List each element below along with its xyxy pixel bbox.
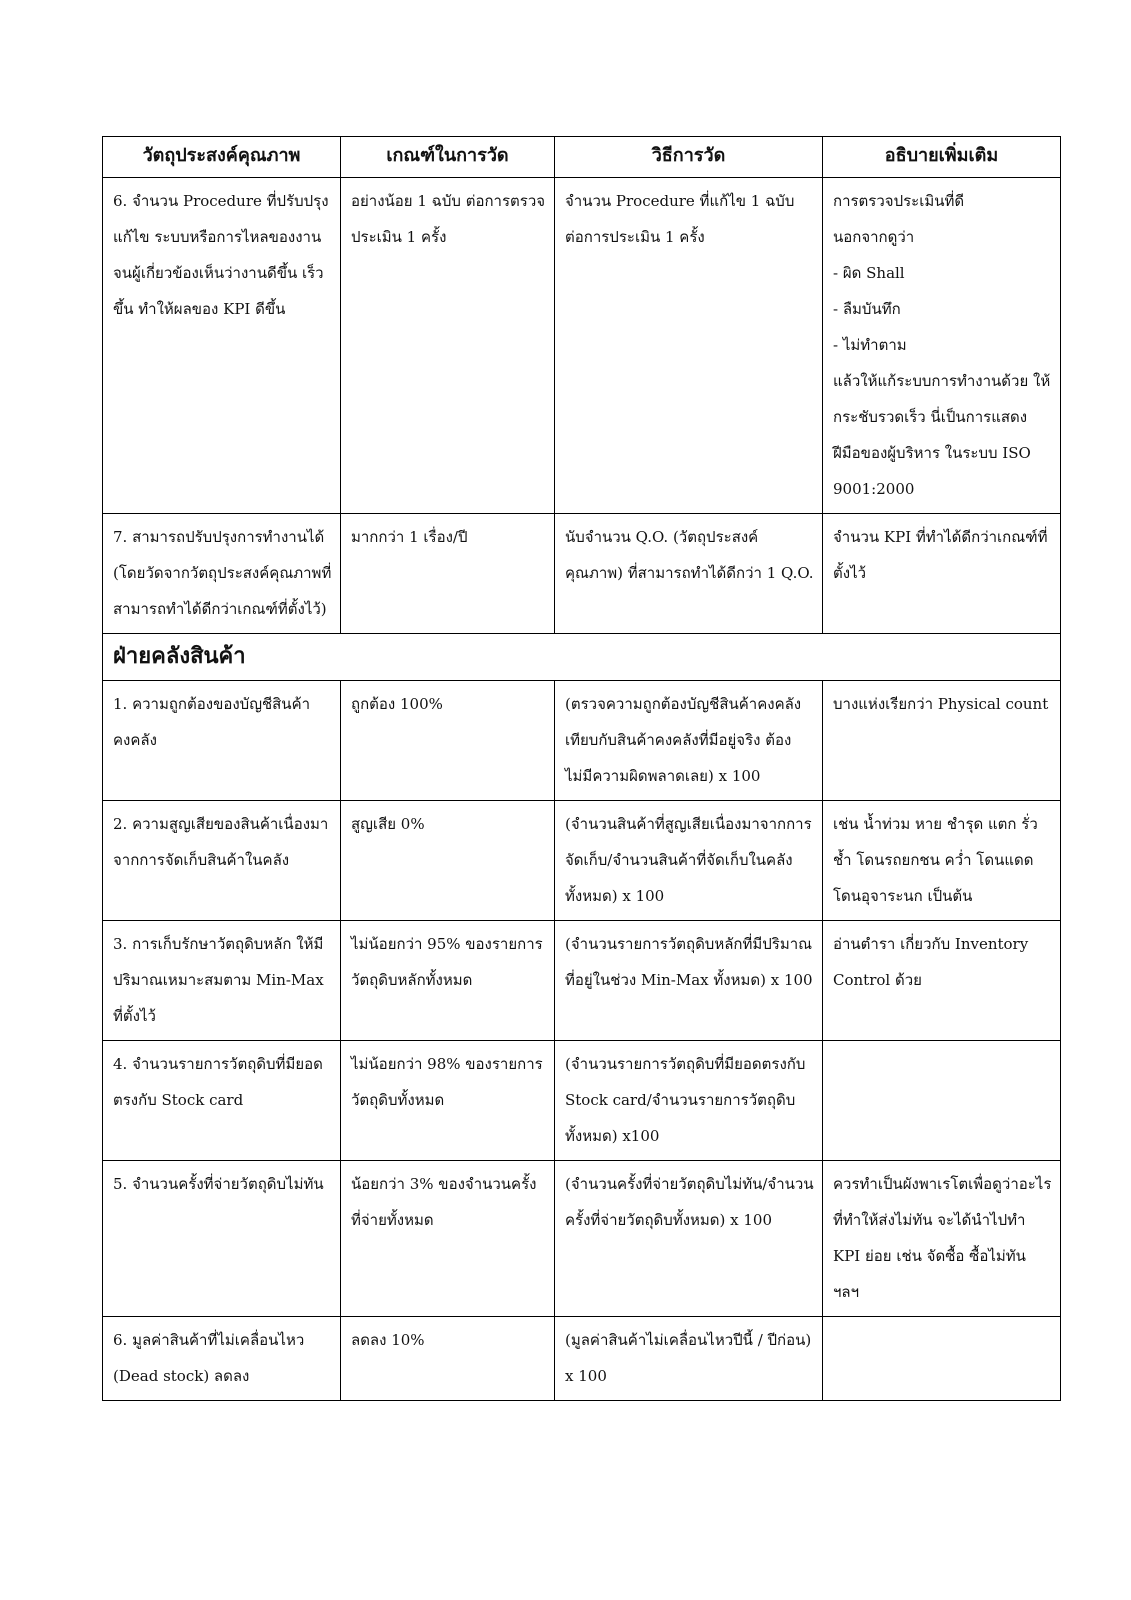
cell-criteria: น้อยกว่า 3% ของจำนวนครั้งที่จ่ายทั้งหมด (341, 1161, 555, 1317)
cell-objective: 2. ความสูญเสียของสินค้าเนื่องมาจากการจัดเก็บสินค้าในคลัง (103, 801, 341, 921)
cell-objective: 4. จำนวนรายการวัตถุดิบที่มียอดตรงกับ Stock card (103, 1041, 341, 1161)
table-row (103, 514, 1061, 634)
cell-criteria: อย่างน้อย 1 ฉบับ ต่อการตรวจประเมิน 1 ครั้ง (341, 178, 555, 514)
note-line: - ลืมบันทึก (833, 300, 901, 318)
cell-objective: 1. ความถูกต้องของบัญชีสินค้าคงคลัง (103, 681, 341, 801)
cell-method: (จำนวนครั้งที่จ่ายวัตถุดิบไม่ทัน/จำนวนครั้งที่จ่ายวัตถุดิบทั้งหมด) x 100 (555, 1161, 823, 1317)
cell-method: (จำนวนรายการวัตถุดิบหลักที่มีปริมาณที่อยู่ในช่วง Min-Max ทั้งหมด) x 100 (555, 921, 823, 1041)
table-row (103, 1041, 1061, 1161)
cell-method: จำนวน Procedure ที่แก้ไข 1 ฉบับ ต่อการประเมิน 1 ครั้ง (555, 178, 823, 514)
table-row (103, 801, 1061, 921)
cell-notes (823, 681, 1061, 801)
cell-objective: 7. สามารถปรับปรุงการทำงานได้ (โดยวัดจากวัตถุประสงค์คุณภาพที่สามารถทำได้ดีกว่าเกณฑ์ที่ตั้งไว้) (103, 514, 341, 634)
table-row (103, 178, 1061, 514)
cell-method: (มูลค่าสินค้าไม่เคลื่อนไหวปีนี้ / ปีก่อน) x 100 (555, 1317, 823, 1401)
cell-notes (823, 178, 1061, 514)
cell-notes (823, 1161, 1061, 1317)
table-row (103, 921, 1061, 1041)
cell-objective: 5. จำนวนครั้งที่จ่ายวัตถุดิบไม่ทัน (103, 1161, 341, 1317)
cell-objective: 6. จำนวน Procedure ที่ปรับปรุงแก้ไข ระบบหรือการไหลของงาน จนผู้เกี่ยวข้องเห็นว่างานดีขึ้น เร็วขึ้น ทำให้ผลของ KPI ดีขึ้น (103, 178, 341, 514)
cell-criteria: ไม่น้อยกว่า 98% ของรายการวัตถุดิบทั้งหมด (341, 1041, 555, 1161)
table-row (103, 1161, 1061, 1317)
note-line: - ผิด Shall (833, 264, 905, 282)
cell-method: (จำนวนรายการวัตถุดิบที่มียอดตรงกับ Stock card/จำนวนรายการวัตถุดิบทั้งหมด) x100 (555, 1041, 823, 1161)
cell-notes (823, 514, 1061, 634)
table-row (103, 1317, 1061, 1401)
section-row (103, 634, 1061, 681)
note-line: อ่านตำรา เกี่ยวกับ Inventory Control ด้วย (833, 935, 1029, 989)
note-line: แล้วให้แก้ระบบการทำงานด้วย ให้กระชับรวดเร็ว นี่เป็นการแสดงฝีมือของผู้บริหาร ในระบบ ISO 9001:2000 (833, 372, 1051, 498)
note-line: ควรทำเป็นผังพาเรโตเพื่อดูว่าอะไรที่ทำให้ส่งไม่ทัน จะได้นำไปทำ KPI ย่อย เช่น จัดซื้อ ซื้อไม่ทัน ฯลฯ (833, 1175, 1052, 1301)
cell-criteria: ไม่น้อยกว่า 95% ของรายการวัตถุดิบหลักทั้งหมด (341, 921, 555, 1041)
cell-notes (823, 1041, 1061, 1161)
cell-method: (ตรวจความถูกต้องบัญชีสินค้าคงคลังเทียบกับสินค้าคงคลังที่มีอยู่จริง ต้องไม่มีความผิดพลาดเลย) x 100 (555, 681, 823, 801)
table-header-row (103, 137, 1061, 178)
note-line: เช่น น้ำท่วม หาย ชำรุด แตก รั่ว ช้ำ โดนรถยกชน คว่ำ โดนแดด โดนอุจาระนก เป็นต้น (833, 815, 1038, 905)
note-line: นอกจากดูว่า (833, 228, 915, 246)
cell-criteria: สูญเสีย 0% (341, 801, 555, 921)
header-method: วิธีการวัด (555, 137, 823, 178)
header-objective: วัตถุประสงค์คุณภาพ (103, 137, 341, 178)
cell-notes (823, 921, 1061, 1041)
note-line: การตรวจประเมินที่ดี (833, 192, 965, 210)
cell-notes (823, 1317, 1061, 1401)
cell-criteria: มากกว่า 1 เรื่อง/ปี (341, 514, 555, 634)
cell-method: นับจำนวน Q.O. (วัตถุประสงค์คุณภาพ) ที่สามารถทำได้ดีกว่า 1 Q.O. (555, 514, 823, 634)
cell-criteria: ถูกต้อง 100% (341, 681, 555, 801)
header-criteria: เกณฑ์ในการวัด (341, 137, 555, 178)
kpi-table (102, 136, 1061, 1401)
cell-objective: 6. มูลค่าสินค้าที่ไม่เคลื่อนไหว (Dead stock) ลดลง (103, 1317, 341, 1401)
table-row (103, 681, 1061, 801)
cell-method: (จำนวนสินค้าที่สูญเสียเนื่องมาจากการจัดเก็บ/จำนวนสินค้าที่จัดเก็บในคลังทั้งหมด) x 100 (555, 801, 823, 921)
note-line: บางแห่งเรียกว่า Physical count (833, 695, 1049, 713)
header-notes: อธิบายเพิ่มเติม (823, 137, 1061, 178)
note-line: จำนวน KPI ที่ทำได้ดีกว่าเกณฑ์ที่ตั้งไว้ (833, 528, 1048, 582)
note-line: - ไม่ทำตาม (833, 336, 907, 354)
cell-criteria: ลดลง 10% (341, 1317, 555, 1401)
cell-notes (823, 801, 1061, 921)
section-title-warehouse: ฝ่ายคลังสินค้า (103, 634, 1061, 681)
cell-objective: 3. การเก็บรักษาวัตถุดิบหลัก ให้มีปริมาณเหมาะสมตาม Min-Max ที่ตั้งไว้ (103, 921, 341, 1041)
